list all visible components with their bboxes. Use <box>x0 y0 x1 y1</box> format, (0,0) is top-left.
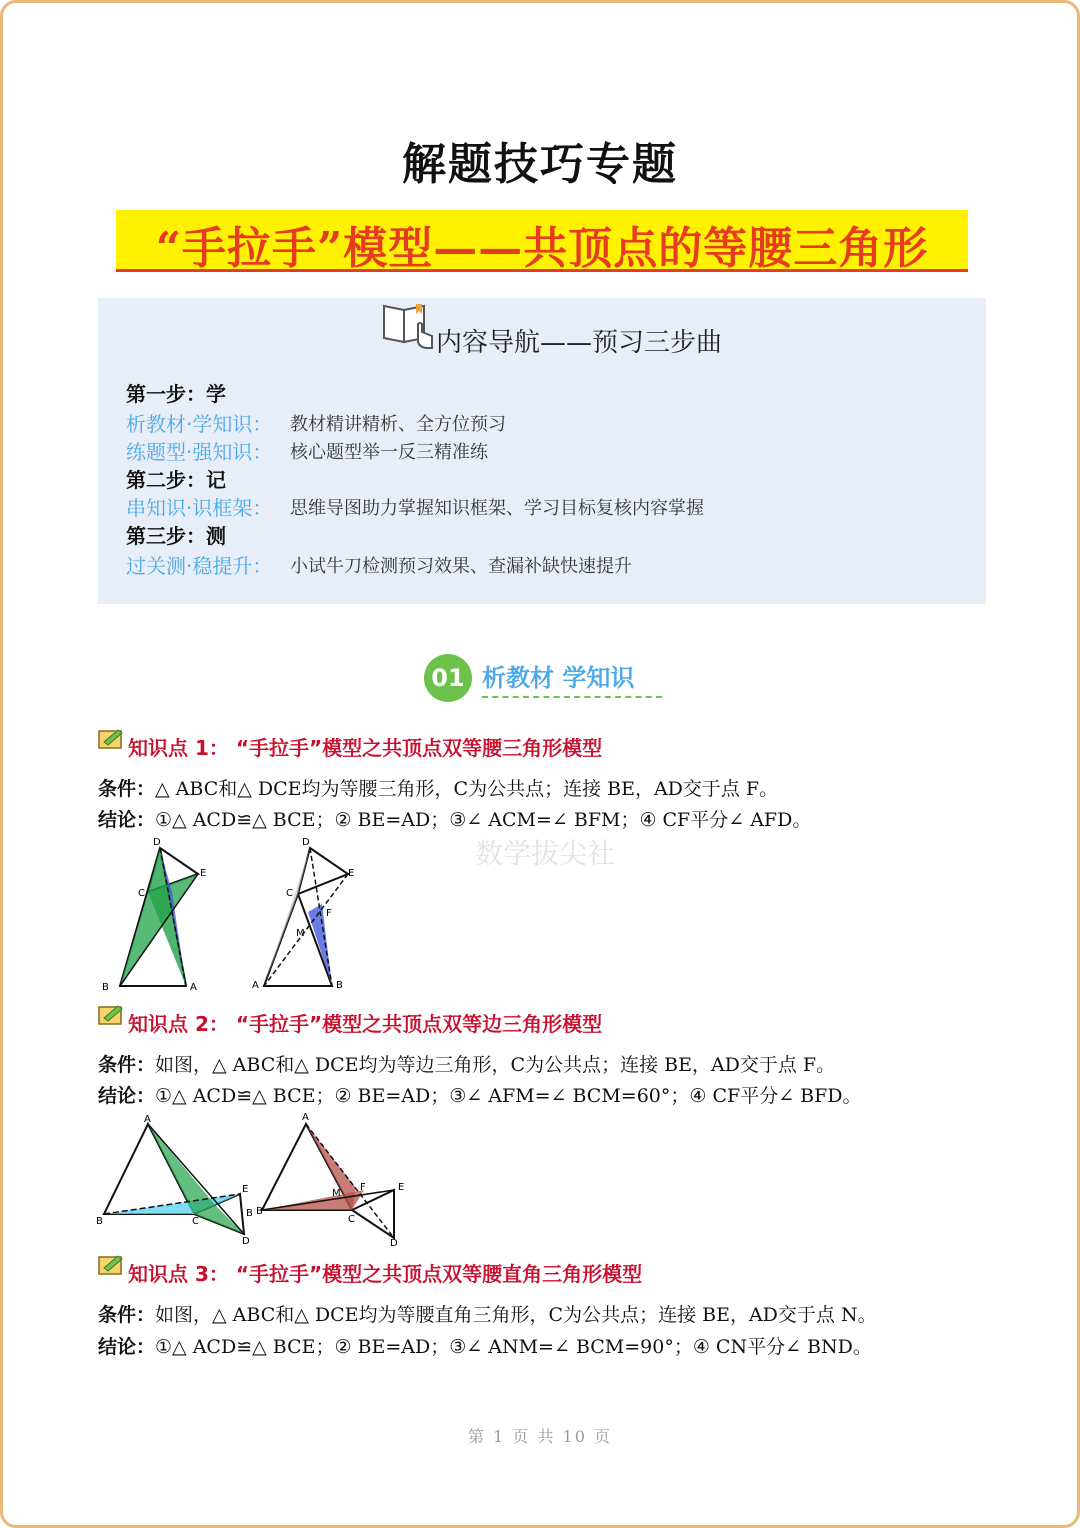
nav-title: 内容导航——预习三步曲 <box>436 328 723 358</box>
step-2a-desc: 思维导图助力掌握知识框架、学习目标复核内容掌握 <box>290 498 704 519</box>
fig1b-label-a: A <box>252 980 259 991</box>
fig1b-label-c: C <box>286 888 293 899</box>
kp2-conclusion <box>98 1081 862 1108</box>
fig2b-label-a: A <box>302 1112 309 1123</box>
kp2-cond-text: 如图，△ ABC和△ DCE均为等边三角形，C为公共点；连接 BE，AD交于点 F。 <box>155 1054 836 1076</box>
fig1a-label-c: C <box>138 888 145 899</box>
kp1-concl-label: 结论： <box>98 809 156 831</box>
fig1a-label-a: A <box>190 982 197 993</box>
notebook-icon <box>98 1254 124 1276</box>
step-1b-label: 练题型·强知识： <box>126 440 273 464</box>
fig2a-label-b: B <box>96 1216 103 1227</box>
fig2a-label-e: E <box>242 1184 249 1195</box>
step-2-heading: 第二步：记 <box>126 468 226 492</box>
figure-2a <box>96 1110 256 1248</box>
fig2a-label-b2: B <box>246 1208 253 1219</box>
step-1a-desc: 教材精讲精析、全方位预习 <box>290 414 506 435</box>
notebook-icon <box>98 728 124 750</box>
page-title: 解题技巧专题 <box>402 139 678 190</box>
figure-2b <box>256 1110 412 1248</box>
kp2-concl-text: ①△ ACD≌△ BCE；② BE=AD；③∠ AFM=∠ BCM=60°；④ CF平分∠ BFD。 <box>155 1085 862 1107</box>
kp2-cond-label: 条件： <box>98 1054 156 1076</box>
fig2a-label-a: A <box>144 1114 151 1125</box>
page-subtitle: “手拉手”模型——共顶点的等腰三角形 <box>155 223 929 274</box>
fig2b-label-b: B <box>256 1206 263 1217</box>
fig1a-label-e: E <box>200 868 207 879</box>
step-3a-desc: 小试牛刀检测预习效果、查漏补缺快速提升 <box>290 556 632 577</box>
watermark: 数学拔尖社 <box>474 837 615 870</box>
fig1b-label-e: E <box>348 868 355 879</box>
kp3-conclusion <box>98 1332 872 1359</box>
fig2b-label-d: D <box>390 1238 398 1248</box>
fig1b-label-b: B <box>336 980 343 991</box>
section-underline <box>482 696 662 698</box>
step-1a-label: 析教材·学知识： <box>126 412 273 436</box>
kp1-conclusion <box>98 805 811 832</box>
kp1-concl-text: ①△ ACD≌△ BCE；② BE=AD；③∠ ACM=∠ BFM；④ CF平分∠ AFD。 <box>155 809 812 831</box>
kp3-concl-text: ①△ ACD≌△ BCE；② BE=AD；③∠ ANM=∠ BCM=90°；④ CN平分∠ BND。 <box>155 1336 872 1358</box>
knowledge-point-1-title: 知识点 1： “手拉手”模型之共顶点双等腰三角形模型 <box>128 736 603 760</box>
fig2b-label-m: M <box>332 1188 341 1199</box>
kp3-cond-label: 条件： <box>98 1304 156 1326</box>
step-3-heading: 第三步：测 <box>126 524 226 548</box>
step-1-heading: 第一步：学 <box>126 382 226 406</box>
figure-1a <box>96 832 226 994</box>
fig1b-label-d: D <box>302 837 310 848</box>
kp2-condition <box>98 1050 835 1077</box>
fig1a-label-b: B <box>102 982 109 993</box>
notebook-icon <box>98 1004 124 1026</box>
step-3a-label: 过关测·稳提升： <box>126 554 273 578</box>
kp1-cond-text: △ ABC和△ DCE均为等腰三角形，C为公共点；连接 BE，AD交于点 F。 <box>155 778 779 800</box>
step-2a-label: 串知识·识框架： <box>126 496 273 520</box>
kp1-cond-label: 条件： <box>98 778 156 800</box>
section-label: 析教材 学知识 <box>482 664 635 692</box>
kp3-cond-text: 如图，△ ABC和△ DCE均为等腰直角三角形，C为公共点；连接 BE，AD交于点 N。 <box>155 1304 877 1326</box>
kp2-concl-label: 结论： <box>98 1085 156 1107</box>
knowledge-point-3-title: 知识点 3： “手拉手”模型之共顶点双等腰直角三角形模型 <box>128 1262 643 1286</box>
fig1a-label-d: D <box>153 837 161 848</box>
kp3-concl-label: 结论： <box>98 1336 156 1358</box>
figure-1b <box>248 832 368 994</box>
step-1b-desc: 核心题型举一反三精准练 <box>290 442 488 463</box>
book-hand-icon <box>380 298 436 350</box>
fig2a-label-c: C <box>192 1216 199 1227</box>
fig2b-label-c: C <box>348 1214 355 1225</box>
knowledge-point-2-title: 知识点 2： “手拉手”模型之共顶点双等边三角形模型 <box>128 1012 603 1036</box>
fig2b-label-e: E <box>398 1182 405 1193</box>
fig1b-label-m: M <box>296 928 305 939</box>
page-footer: 第 1 页 共 10 页 <box>468 1427 612 1446</box>
fig2b-label-f: F <box>360 1182 366 1193</box>
kp3-condition <box>98 1300 877 1327</box>
section-number-badge: 01 <box>424 654 472 702</box>
fig2a-label-d: D <box>242 1236 250 1247</box>
fig1b-label-f: F <box>326 908 332 919</box>
kp1-condition <box>98 774 778 801</box>
